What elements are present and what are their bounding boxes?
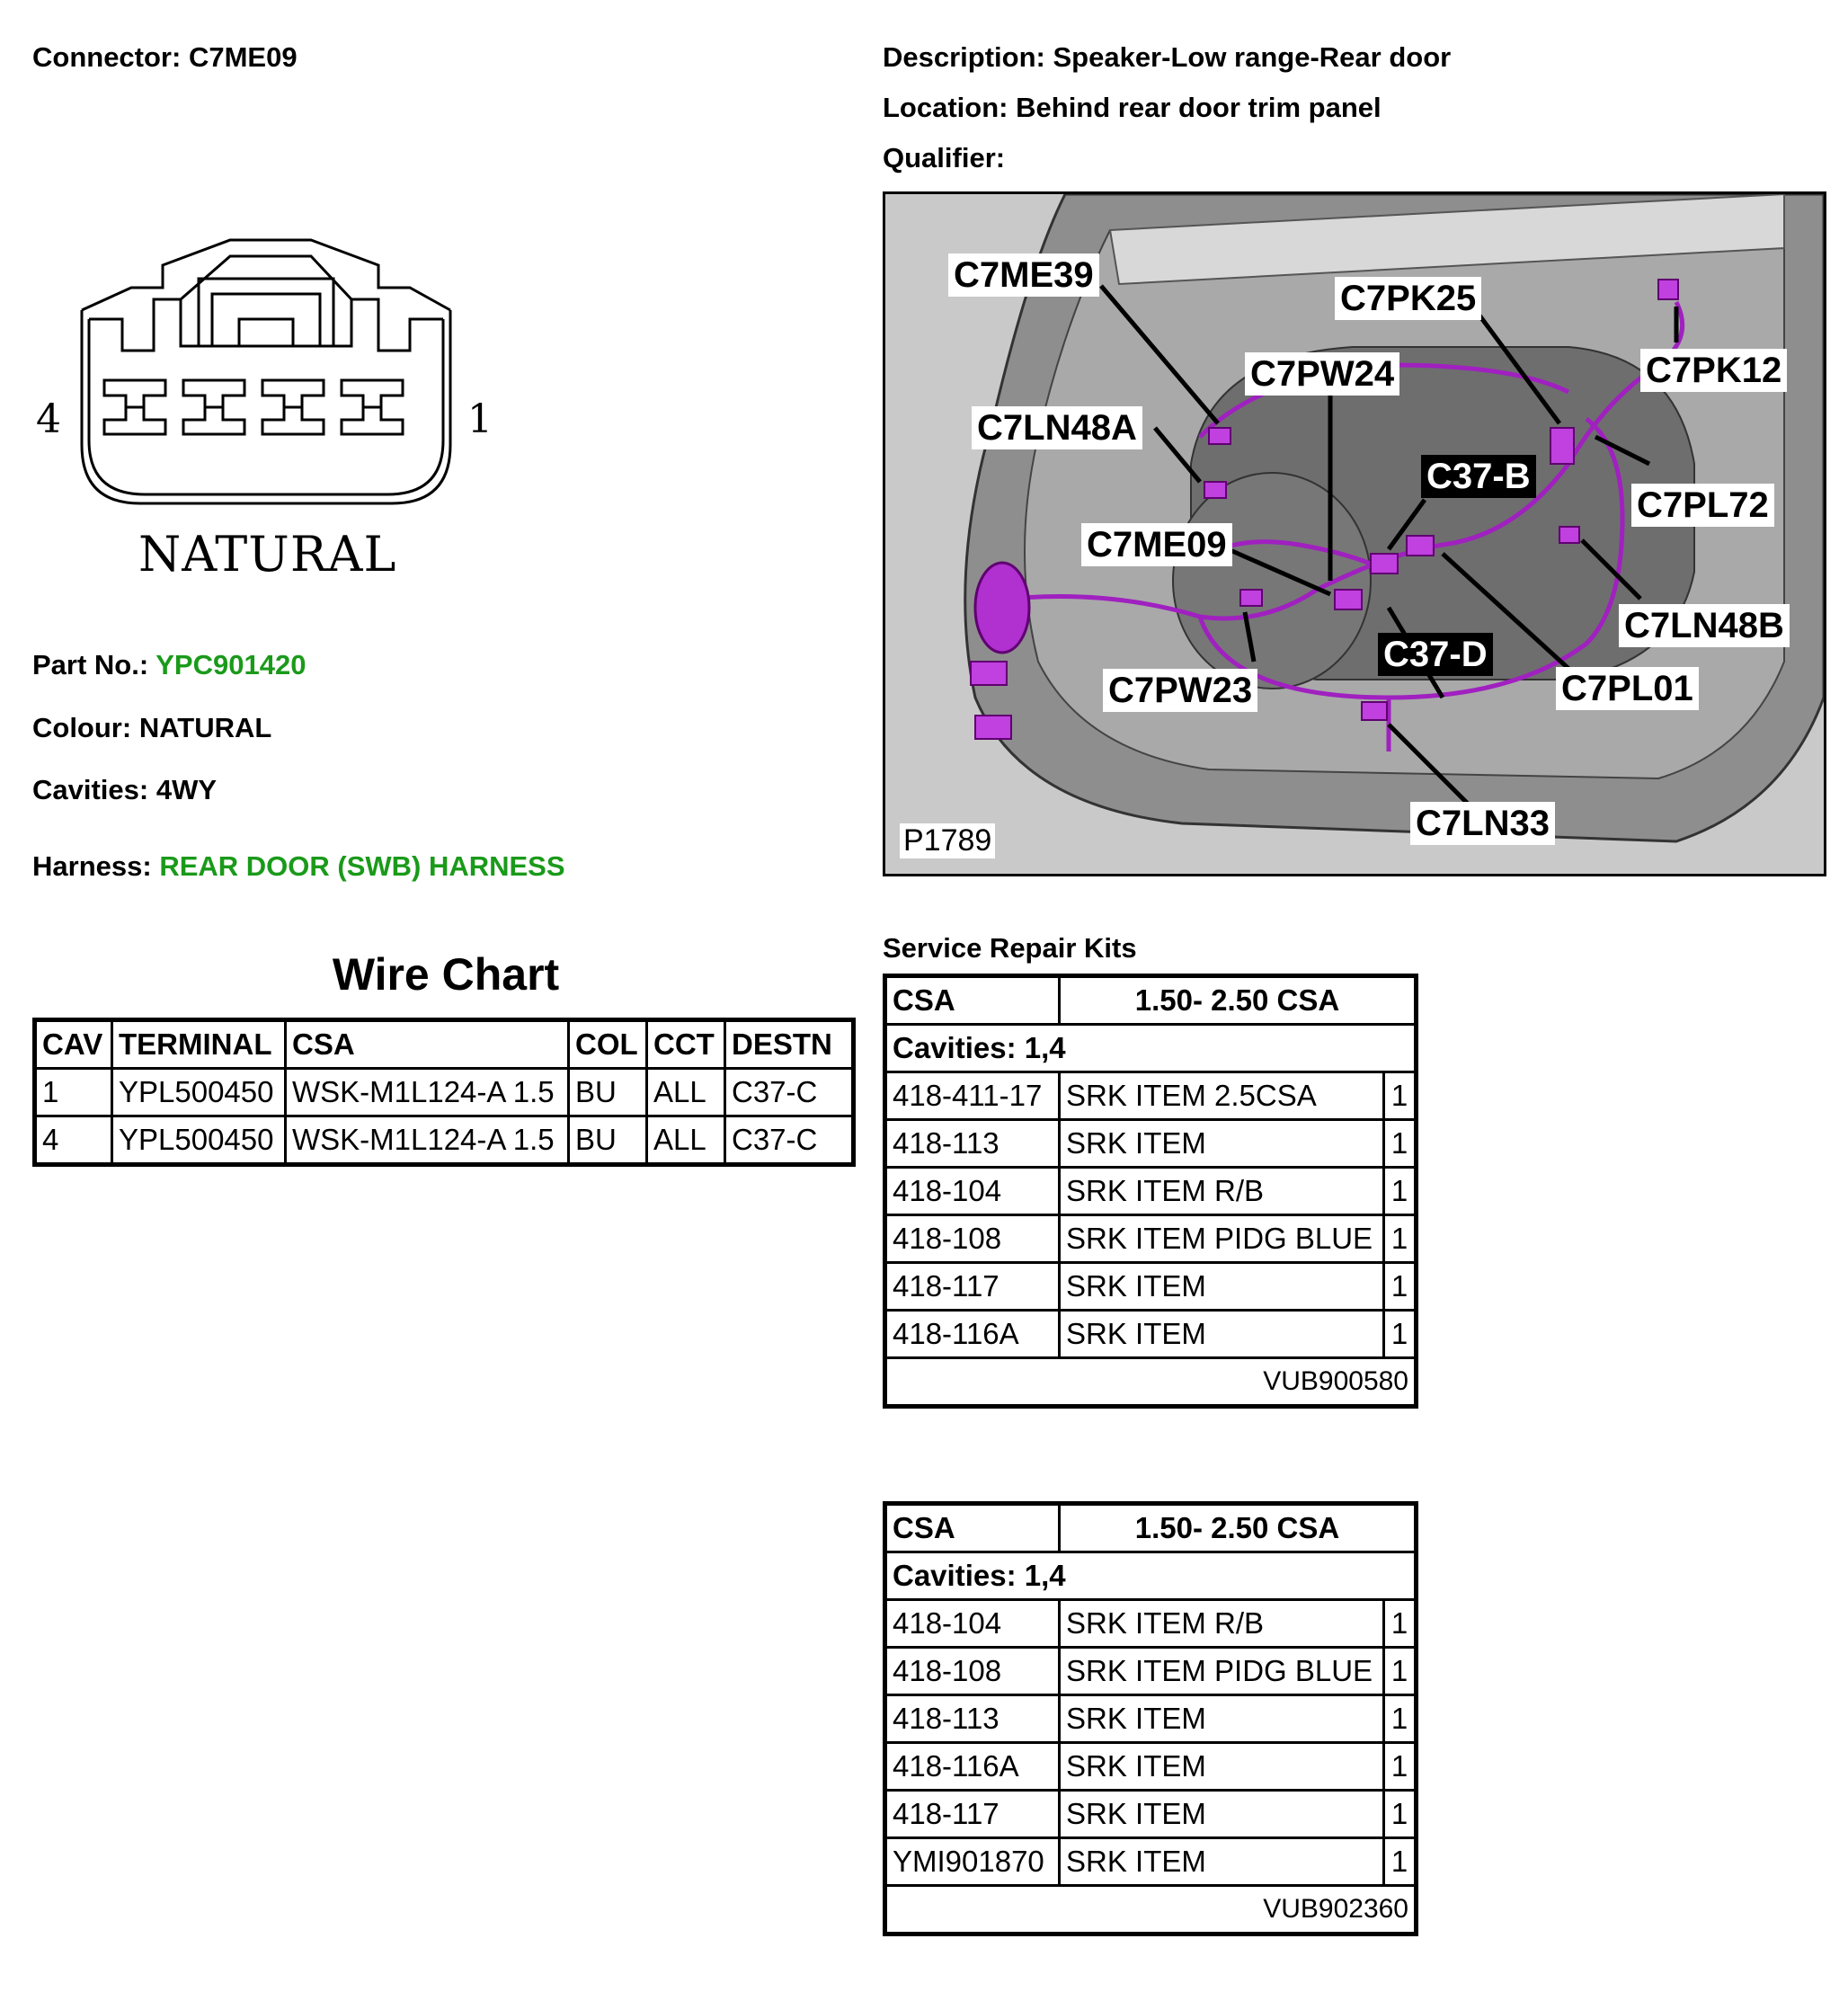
srk-item-qty: 1	[1384, 1072, 1417, 1120]
connector-heading	[32, 41, 298, 74]
connector-colour-caption: NATURAL	[138, 526, 397, 582]
cell-cct: ALL	[647, 1116, 725, 1165]
location-label: Location:	[883, 92, 1008, 123]
table-row	[885, 1263, 1417, 1311]
cavities-line	[32, 774, 217, 806]
srk-item-code: 418-117	[885, 1263, 1060, 1311]
srk-item-qty: 1	[1384, 1695, 1417, 1743]
srk-csa-label: CSA	[885, 976, 1060, 1025]
cavities-label: Cavities:	[32, 774, 149, 805]
srk-item-code: YMI901870	[885, 1838, 1060, 1886]
connector-label: Connector:	[32, 41, 182, 73]
col-cav: CAV	[35, 1020, 112, 1069]
description-line	[883, 41, 1451, 74]
harness-label: Harness:	[32, 850, 152, 882]
srk-kit-number: VUB900580	[885, 1358, 1417, 1407]
srk-kit-number-row	[885, 1886, 1417, 1934]
pin-4-label: 4	[36, 396, 61, 442]
srk-item-code: 418-116A	[885, 1743, 1060, 1791]
figure-id: P1789	[900, 823, 995, 858]
cell-terminal: YPL500450	[112, 1069, 286, 1116]
description-label: Description:	[883, 41, 1045, 73]
wire-chart-table	[32, 1018, 856, 1167]
srk-item-desc: SRK ITEM R/B	[1060, 1168, 1384, 1215]
srk-item-desc: SRK ITEM	[1060, 1695, 1384, 1743]
srk-item-desc: SRK ITEM	[1060, 1311, 1384, 1358]
srk-csa-value: 1.50- 2.50 CSA	[1060, 976, 1417, 1025]
callout-c7pk25: C7PK25	[1335, 277, 1481, 320]
srk-csa-label: CSA	[885, 1504, 1060, 1552]
callout-c7pk12: C7PK12	[1640, 349, 1787, 392]
callout-c37-b: C37-B	[1421, 455, 1536, 498]
callout-c7pw23: C7PW23	[1103, 669, 1257, 712]
srk-table-1	[883, 974, 1418, 1409]
cell-cav: 1	[35, 1069, 112, 1116]
connector-value: C7ME09	[188, 41, 298, 73]
cell-csa: WSK-M1L124-A 1.5	[286, 1116, 569, 1165]
srk-item-code: 418-113	[885, 1120, 1060, 1168]
part-no-link[interactable]: YPC901420	[155, 649, 307, 680]
srk-item-desc: SRK ITEM	[1060, 1743, 1384, 1791]
srk-item-desc: SRK ITEM	[1060, 1120, 1384, 1168]
connector-outline-icon	[32, 229, 500, 517]
srk-item-desc: SRK ITEM PIDG BLUE	[1060, 1215, 1384, 1263]
srk-table-2	[883, 1501, 1418, 1936]
harness-line	[32, 850, 565, 883]
srk-csa-row	[885, 976, 1417, 1025]
table-row	[885, 1215, 1417, 1263]
srk-item-desc: SRK ITEM R/B	[1060, 1600, 1384, 1648]
srk-csa-value: 1.50- 2.50 CSA	[1060, 1504, 1417, 1552]
srk-item-code: 418-116A	[885, 1311, 1060, 1358]
qualifier-label: Qualifier:	[883, 142, 1006, 173]
colour-label: Colour:	[32, 712, 132, 743]
srk-kit-number: VUB902360	[885, 1886, 1417, 1934]
srk-item-qty: 1	[1384, 1215, 1417, 1263]
srk-item-qty: 1	[1384, 1120, 1417, 1168]
callout-c7me39: C7ME39	[948, 253, 1099, 297]
part-no-line	[32, 649, 306, 681]
srk-cavities-row	[885, 1025, 1417, 1072]
description-value: Speaker-Low range-Rear door	[1053, 41, 1452, 73]
wire-chart-title: Wire Chart	[332, 949, 560, 1000]
callout-c37-d: C37-D	[1378, 633, 1493, 676]
callout-c7ln48b: C7LN48B	[1619, 604, 1790, 647]
table-row	[35, 1069, 854, 1116]
srk-item-desc: SRK ITEM	[1060, 1791, 1384, 1838]
location-value: Behind rear door trim panel	[1016, 92, 1382, 123]
srk-item-code: 418-104	[885, 1168, 1060, 1215]
srk-cavities-row	[885, 1552, 1417, 1600]
callout-c7pl72: C7PL72	[1631, 484, 1774, 527]
harness-link[interactable]: REAR DOOR (SWB) HARNESS	[159, 850, 565, 882]
col-csa: CSA	[286, 1020, 569, 1069]
part-no-label: Part No.:	[32, 649, 149, 680]
table-row	[885, 1838, 1417, 1886]
cell-csa: WSK-M1L124-A 1.5	[286, 1069, 569, 1116]
table-row	[885, 1600, 1417, 1648]
table-row	[885, 1072, 1417, 1120]
callout-c7pw24: C7PW24	[1245, 352, 1399, 396]
cell-destn: C37-C	[725, 1116, 854, 1165]
srk-item-desc: SRK ITEM	[1060, 1838, 1384, 1886]
srk-cavities: Cavities: 1,4	[885, 1025, 1417, 1072]
srk-item-qty: 1	[1384, 1600, 1417, 1648]
col-col: COL	[569, 1020, 647, 1069]
srk-item-qty: 1	[1384, 1263, 1417, 1311]
table-row	[885, 1695, 1417, 1743]
srk-item-qty: 1	[1384, 1743, 1417, 1791]
connector-face-drawing	[32, 229, 500, 589]
service-repair-kits-title: Service Repair Kits	[883, 932, 1137, 964]
srk-kit-number-row	[885, 1358, 1417, 1407]
srk-item-qty: 1	[1384, 1648, 1417, 1695]
srk-item-qty: 1	[1384, 1168, 1417, 1215]
table-row	[885, 1791, 1417, 1838]
col-cct: CCT	[647, 1020, 725, 1069]
callout-c7ln33: C7LN33	[1410, 802, 1555, 845]
srk-item-code: 418-411-17	[885, 1072, 1060, 1120]
srk-cavities: Cavities: 1,4	[885, 1552, 1417, 1600]
colour-value: NATURAL	[138, 712, 272, 743]
table-row	[885, 1743, 1417, 1791]
table-row	[885, 1120, 1417, 1168]
cell-col: BU	[569, 1116, 647, 1165]
rear-door-harness-diagram	[883, 191, 1826, 876]
srk-item-qty: 1	[1384, 1838, 1417, 1886]
srk-item-qty: 1	[1384, 1791, 1417, 1838]
table-row	[885, 1311, 1417, 1358]
srk-csa-row	[885, 1504, 1417, 1552]
location-line	[883, 92, 1382, 124]
col-destn: DESTN	[725, 1020, 854, 1069]
callout-c7pl01: C7PL01	[1556, 667, 1699, 710]
cavities-value: 4WY	[155, 774, 218, 805]
table-row	[885, 1648, 1417, 1695]
srk-item-qty: 1	[1384, 1311, 1417, 1358]
srk-item-code: 418-108	[885, 1648, 1060, 1695]
wire-chart-header-row	[35, 1020, 854, 1069]
callout-c7ln48a: C7LN48A	[972, 406, 1142, 449]
srk-item-code: 418-117	[885, 1791, 1060, 1838]
cell-cct: ALL	[647, 1069, 725, 1116]
srk-item-desc: SRK ITEM PIDG BLUE	[1060, 1648, 1384, 1695]
srk-item-code: 418-113	[885, 1695, 1060, 1743]
col-terminal: TERMINAL	[112, 1020, 286, 1069]
srk-item-code: 418-108	[885, 1215, 1060, 1263]
srk-item-desc: SRK ITEM 2.5CSA	[1060, 1072, 1384, 1120]
colour-line	[32, 712, 271, 744]
cell-cav: 4	[35, 1116, 112, 1165]
cell-terminal: YPL500450	[112, 1116, 286, 1165]
srk-item-code: 418-104	[885, 1600, 1060, 1648]
cell-destn: C37-C	[725, 1069, 854, 1116]
table-row	[885, 1168, 1417, 1215]
table-row	[35, 1116, 854, 1165]
pin-1-label: 1	[467, 396, 493, 442]
srk-item-desc: SRK ITEM	[1060, 1263, 1384, 1311]
callout-c7me09: C7ME09	[1081, 523, 1232, 566]
cell-col: BU	[569, 1069, 647, 1116]
